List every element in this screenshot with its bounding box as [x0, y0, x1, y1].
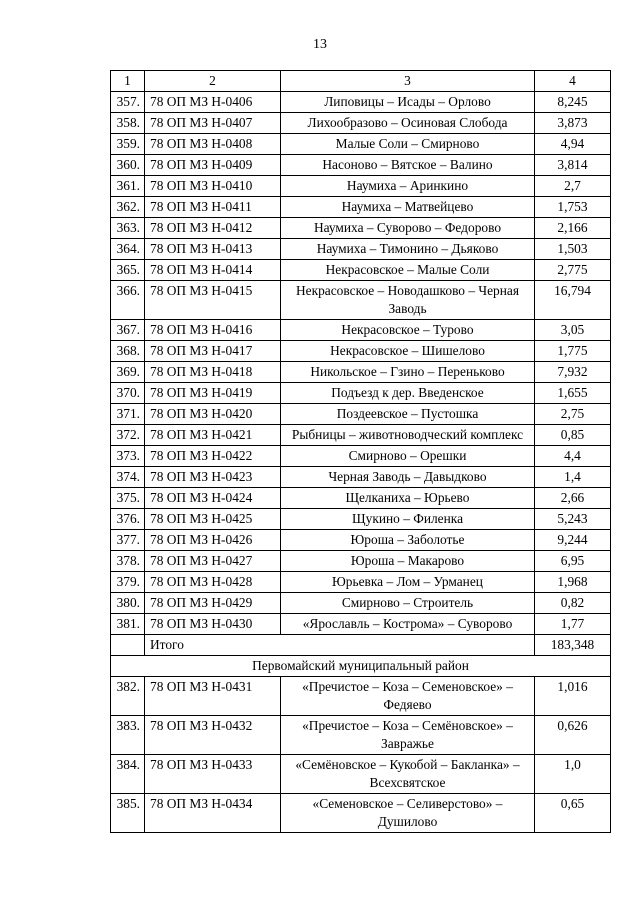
road-code: 78 ОП МЗ Н-0432: [145, 716, 281, 755]
table-row: [111, 341, 611, 362]
road-name: Смирново – Орешки: [281, 446, 535, 467]
row-number: 379.: [111, 572, 145, 593]
row-number: 381.: [111, 614, 145, 635]
road-name: Юрьевка – Лом – Урманец: [281, 572, 535, 593]
road-name: Поздеевское – Пустошка: [281, 404, 535, 425]
table-row: [111, 113, 611, 134]
row-number: 383.: [111, 716, 145, 755]
road-length: 0,82: [535, 593, 611, 614]
section-title: Первомайский муниципальный район: [111, 656, 611, 677]
road-code: 78 ОП МЗ Н-0433: [145, 755, 281, 794]
table-row: [111, 614, 611, 635]
row-number: 384.: [111, 755, 145, 794]
road-length: 1,753: [535, 197, 611, 218]
road-name: Рыбницы – животноводческий комплекс: [281, 425, 535, 446]
road-code: 78 ОП МЗ Н-0418: [145, 362, 281, 383]
row-number: 358.: [111, 113, 145, 134]
row-number: 366.: [111, 281, 145, 320]
row-number: 364.: [111, 239, 145, 260]
road-name: «Пречистое – Коза – Семёновское» – Завражье: [281, 716, 535, 755]
road-length: 1,4: [535, 467, 611, 488]
road-name: Щелканиха – Юрьево: [281, 488, 535, 509]
road-name: «Ярославль – Кострома» – Суворово: [281, 614, 535, 635]
table-row: [111, 488, 611, 509]
road-code: 78 ОП МЗ Н-0431: [145, 677, 281, 716]
road-length: 1,77: [535, 614, 611, 635]
road-code: 78 ОП МЗ Н-0415: [145, 281, 281, 320]
table-row: [111, 383, 611, 404]
table-row: [111, 551, 611, 572]
road-length: 3,05: [535, 320, 611, 341]
table-row: [111, 446, 611, 467]
road-length: 0,85: [535, 425, 611, 446]
table-row: [111, 467, 611, 488]
table-row: [111, 593, 611, 614]
road-name: Малые Соли – Смирново: [281, 134, 535, 155]
table-row: [111, 509, 611, 530]
road-code: 78 ОП МЗ Н-0416: [145, 320, 281, 341]
roads-table: [110, 70, 611, 833]
road-code: 78 ОП МЗ Н-0414: [145, 260, 281, 281]
empty-cell: [111, 635, 145, 656]
road-length: 9,244: [535, 530, 611, 551]
table-row: [111, 239, 611, 260]
road-name: Некрасовское – Малые Соли: [281, 260, 535, 281]
road-code: 78 ОП МЗ Н-0412: [145, 218, 281, 239]
road-name: Щукино – Филенка: [281, 509, 535, 530]
row-number: 365.: [111, 260, 145, 281]
table-row: [111, 281, 611, 320]
table-row: [111, 716, 611, 755]
road-code: 78 ОП МЗ Н-0408: [145, 134, 281, 155]
table-header-row: [111, 71, 611, 92]
row-number: 370.: [111, 383, 145, 404]
table-row: [111, 677, 611, 716]
column-header: 1: [111, 71, 145, 92]
table-row: [111, 197, 611, 218]
road-length: 1,503: [535, 239, 611, 260]
road-length: 8,245: [535, 92, 611, 113]
road-length: 1,655: [535, 383, 611, 404]
road-code: 78 ОП МЗ Н-0413: [145, 239, 281, 260]
road-code: 78 ОП МЗ Н-0434: [145, 794, 281, 833]
row-number: 375.: [111, 488, 145, 509]
column-header: 2: [145, 71, 281, 92]
road-code: 78 ОП МЗ Н-0421: [145, 425, 281, 446]
page-number: 13: [313, 37, 327, 52]
road-name: «Пречистое – Коза – Семеновское» – Федяево: [281, 677, 535, 716]
table-row: [111, 260, 611, 281]
table-row: [111, 362, 611, 383]
road-length: 4,94: [535, 134, 611, 155]
row-number: 360.: [111, 155, 145, 176]
road-code: 78 ОП МЗ Н-0409: [145, 155, 281, 176]
road-name: Смирново – Строитель: [281, 593, 535, 614]
road-length: 2,7: [535, 176, 611, 197]
road-name: Наумиха – Суворово – Федорово: [281, 218, 535, 239]
total-row: [111, 635, 611, 656]
row-number: 372.: [111, 425, 145, 446]
road-length: 16,794: [535, 281, 611, 320]
row-number: 374.: [111, 467, 145, 488]
table-row: [111, 794, 611, 833]
table-row: [111, 92, 611, 113]
road-code: 78 ОП МЗ Н-0427: [145, 551, 281, 572]
road-name: «Семёновское – Кукобой – Бакланка» – Всехсвятское: [281, 755, 535, 794]
road-code: 78 ОП МЗ Н-0423: [145, 467, 281, 488]
road-code: 78 ОП МЗ Н-0417: [145, 341, 281, 362]
road-code: 78 ОП МЗ Н-0419: [145, 383, 281, 404]
road-length: 0,65: [535, 794, 611, 833]
road-name: Наумиха – Тимонино – Дьяково: [281, 239, 535, 260]
table-row: [111, 425, 611, 446]
road-length: 1,968: [535, 572, 611, 593]
road-code: 78 ОП МЗ Н-0411: [145, 197, 281, 218]
road-code: 78 ОП МЗ Н-0425: [145, 509, 281, 530]
road-length: 4,4: [535, 446, 611, 467]
column-header: 4: [535, 71, 611, 92]
table-row: [111, 755, 611, 794]
total-label: Итого: [145, 635, 535, 656]
table-row: [111, 320, 611, 341]
row-number: 368.: [111, 341, 145, 362]
road-length: 1,0: [535, 755, 611, 794]
road-name: Липовицы – Исады – Орлово: [281, 92, 535, 113]
road-name: Юроша – Заболотье: [281, 530, 535, 551]
road-code: 78 ОП МЗ Н-0430: [145, 614, 281, 635]
section-row: [111, 656, 611, 677]
row-number: 380.: [111, 593, 145, 614]
road-name: Наумиха – Матвейцево: [281, 197, 535, 218]
road-name: Черная Заводь – Давыдково: [281, 467, 535, 488]
road-code: 78 ОП МЗ Н-0422: [145, 446, 281, 467]
row-number: 361.: [111, 176, 145, 197]
road-code: 78 ОП МЗ Н-0428: [145, 572, 281, 593]
road-name: Некрасовское – Шишелово: [281, 341, 535, 362]
road-length: 0,626: [535, 716, 611, 755]
road-name: «Семеновское – Селиверстово» – Душилово: [281, 794, 535, 833]
row-number: 359.: [111, 134, 145, 155]
road-code: 78 ОП МЗ Н-0410: [145, 176, 281, 197]
road-name: Наумиха – Аринкино: [281, 176, 535, 197]
road-length: 5,243: [535, 509, 611, 530]
road-length: 1,016: [535, 677, 611, 716]
road-length: 2,75: [535, 404, 611, 425]
road-code: 78 ОП МЗ Н-0420: [145, 404, 281, 425]
table-row: [111, 218, 611, 239]
road-name: Лихообразово – Осиновая Слобода: [281, 113, 535, 134]
road-length: 2,166: [535, 218, 611, 239]
road-length: 2,775: [535, 260, 611, 281]
road-code: 78 ОП МЗ Н-0407: [145, 113, 281, 134]
table-row: [111, 155, 611, 176]
table-row: [111, 134, 611, 155]
row-number: 367.: [111, 320, 145, 341]
road-length: 2,66: [535, 488, 611, 509]
row-number: 382.: [111, 677, 145, 716]
row-number: 378.: [111, 551, 145, 572]
column-header: 3: [281, 71, 535, 92]
row-number: 363.: [111, 218, 145, 239]
table-row: [111, 530, 611, 551]
table-row: [111, 404, 611, 425]
row-number: 357.: [111, 92, 145, 113]
road-length: 1,775: [535, 341, 611, 362]
row-number: 362.: [111, 197, 145, 218]
row-number: 377.: [111, 530, 145, 551]
road-name: Подъезд к дер. Введенское: [281, 383, 535, 404]
road-length: 6,95: [535, 551, 611, 572]
road-code: 78 ОП МЗ Н-0424: [145, 488, 281, 509]
road-length: 3,873: [535, 113, 611, 134]
road-code: 78 ОП МЗ Н-0406: [145, 92, 281, 113]
row-number: 385.: [111, 794, 145, 833]
row-number: 373.: [111, 446, 145, 467]
row-number: 371.: [111, 404, 145, 425]
road-name: Никольское – Гзино – Переньково: [281, 362, 535, 383]
table-row: [111, 572, 611, 593]
row-number: 369.: [111, 362, 145, 383]
road-length: 7,932: [535, 362, 611, 383]
road-name: Некрасовское – Турово: [281, 320, 535, 341]
road-name: Насоново – Вятское – Валино: [281, 155, 535, 176]
road-name: Некрасовское – Новодашково – Черная Заводь: [281, 281, 535, 320]
road-length: 3,814: [535, 155, 611, 176]
table-row: [111, 176, 611, 197]
road-code: 78 ОП МЗ Н-0429: [145, 593, 281, 614]
row-number: 376.: [111, 509, 145, 530]
road-name: Юроша – Макарово: [281, 551, 535, 572]
total-value: 183,348: [535, 635, 611, 656]
road-code: 78 ОП МЗ Н-0426: [145, 530, 281, 551]
